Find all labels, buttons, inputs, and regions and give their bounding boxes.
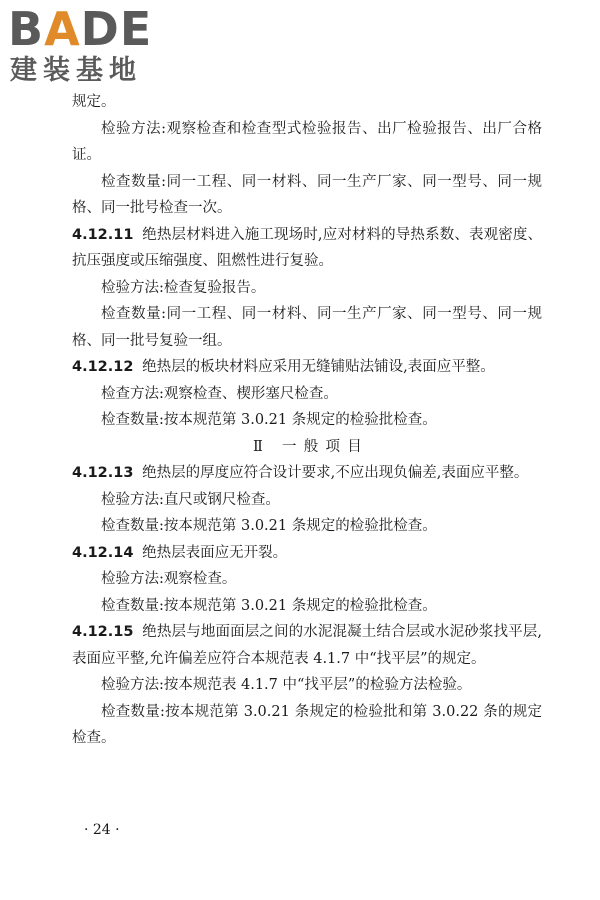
- clause-number: 4.12.14: [72, 544, 134, 561]
- inspection-quantity: 检查数量:按本规范第 3.0.21 条规定的检验批检查。: [101, 412, 437, 428]
- inspection-quantity: 检查数量:按本规范第 3.0.21 条规定的检验批和第 3.0.22 条的规定检查。: [72, 703, 542, 746]
- clause-number: 4.12.15: [72, 624, 134, 640]
- section-heading: Ⅱ 一般项目: [253, 438, 369, 455]
- clause-4-12-12: [72, 354, 542, 381]
- text-line: 规定。: [72, 94, 116, 110]
- logo-chinese-text: 建装基地: [10, 55, 142, 86]
- clause-number: 4.12.11: [72, 226, 134, 243]
- clause-text: 绝热层与地面面层之间的水泥混凝土结合层或水泥砂浆找平层,表面应平整,允许偏差应符合本规范表 4.1.7 中“找平层”的规定。: [72, 624, 542, 667]
- clause-text: 绝热层材料进入施工现场时,应对材料的导热系数、表观密度、抗压强度或压缩强度、阻燃性进行复验。: [72, 226, 542, 269]
- clause-number: 4.12.13: [72, 465, 134, 481]
- inspection-method: 检验方法:直尺或钢尺检查。: [101, 491, 280, 508]
- inspection-method: 检查方法:观察检查、楔形塞尺检查。: [101, 385, 338, 402]
- clause-text: 绝热层表面应无开裂。: [142, 544, 288, 561]
- inspection-method: 检验方法:观察检查和检查型式检验报告、出厂检验报告、出厂合格证。: [72, 120, 542, 163]
- inspection-quantity: 检查数量:同一工程、同一材料、同一生产厂家、同一型号、同一规格、同一批号检查一次。: [72, 173, 542, 216]
- clause-number: 4.12.12: [72, 359, 134, 375]
- clause-text: 绝热层的板块材料应采用无缝铺贴法铺设,表面应平整。: [142, 359, 495, 375]
- inspection-quantity: 检查数量:按本规范第 3.0.21 条规定的检验批检查。: [101, 597, 437, 614]
- clause-4-12-13: [72, 460, 542, 487]
- inspection-method: 检验方法:观察检查。: [101, 571, 237, 587]
- inspection-quantity: 检查数量:同一工程、同一材料、同一生产厂家、同一型号、同一规格、同一批号复验一组。: [72, 306, 542, 349]
- inspection-method: 检验方法:检查复验报告。: [101, 279, 266, 296]
- inspection-method: 检验方法:按本规范表 4.1.7 中“找平层”的检验方法检验。: [101, 677, 472, 693]
- clause-4-12-15: [72, 619, 542, 672]
- clause-4-12-14: [72, 540, 542, 567]
- bade-logo: [8, 4, 178, 88]
- logo-wordmark: BADE: [8, 2, 153, 56]
- page-number: · 24 ·: [84, 822, 120, 838]
- clause-4-12-11: [72, 222, 542, 275]
- document-body: [72, 89, 542, 752]
- clause-text: 绝热层的厚度应符合设计要求,不应出现负偏差,表面应平整。: [142, 465, 529, 481]
- inspection-quantity: 检查数量:按本规范第 3.0.21 条规定的检验批检查。: [101, 518, 437, 534]
